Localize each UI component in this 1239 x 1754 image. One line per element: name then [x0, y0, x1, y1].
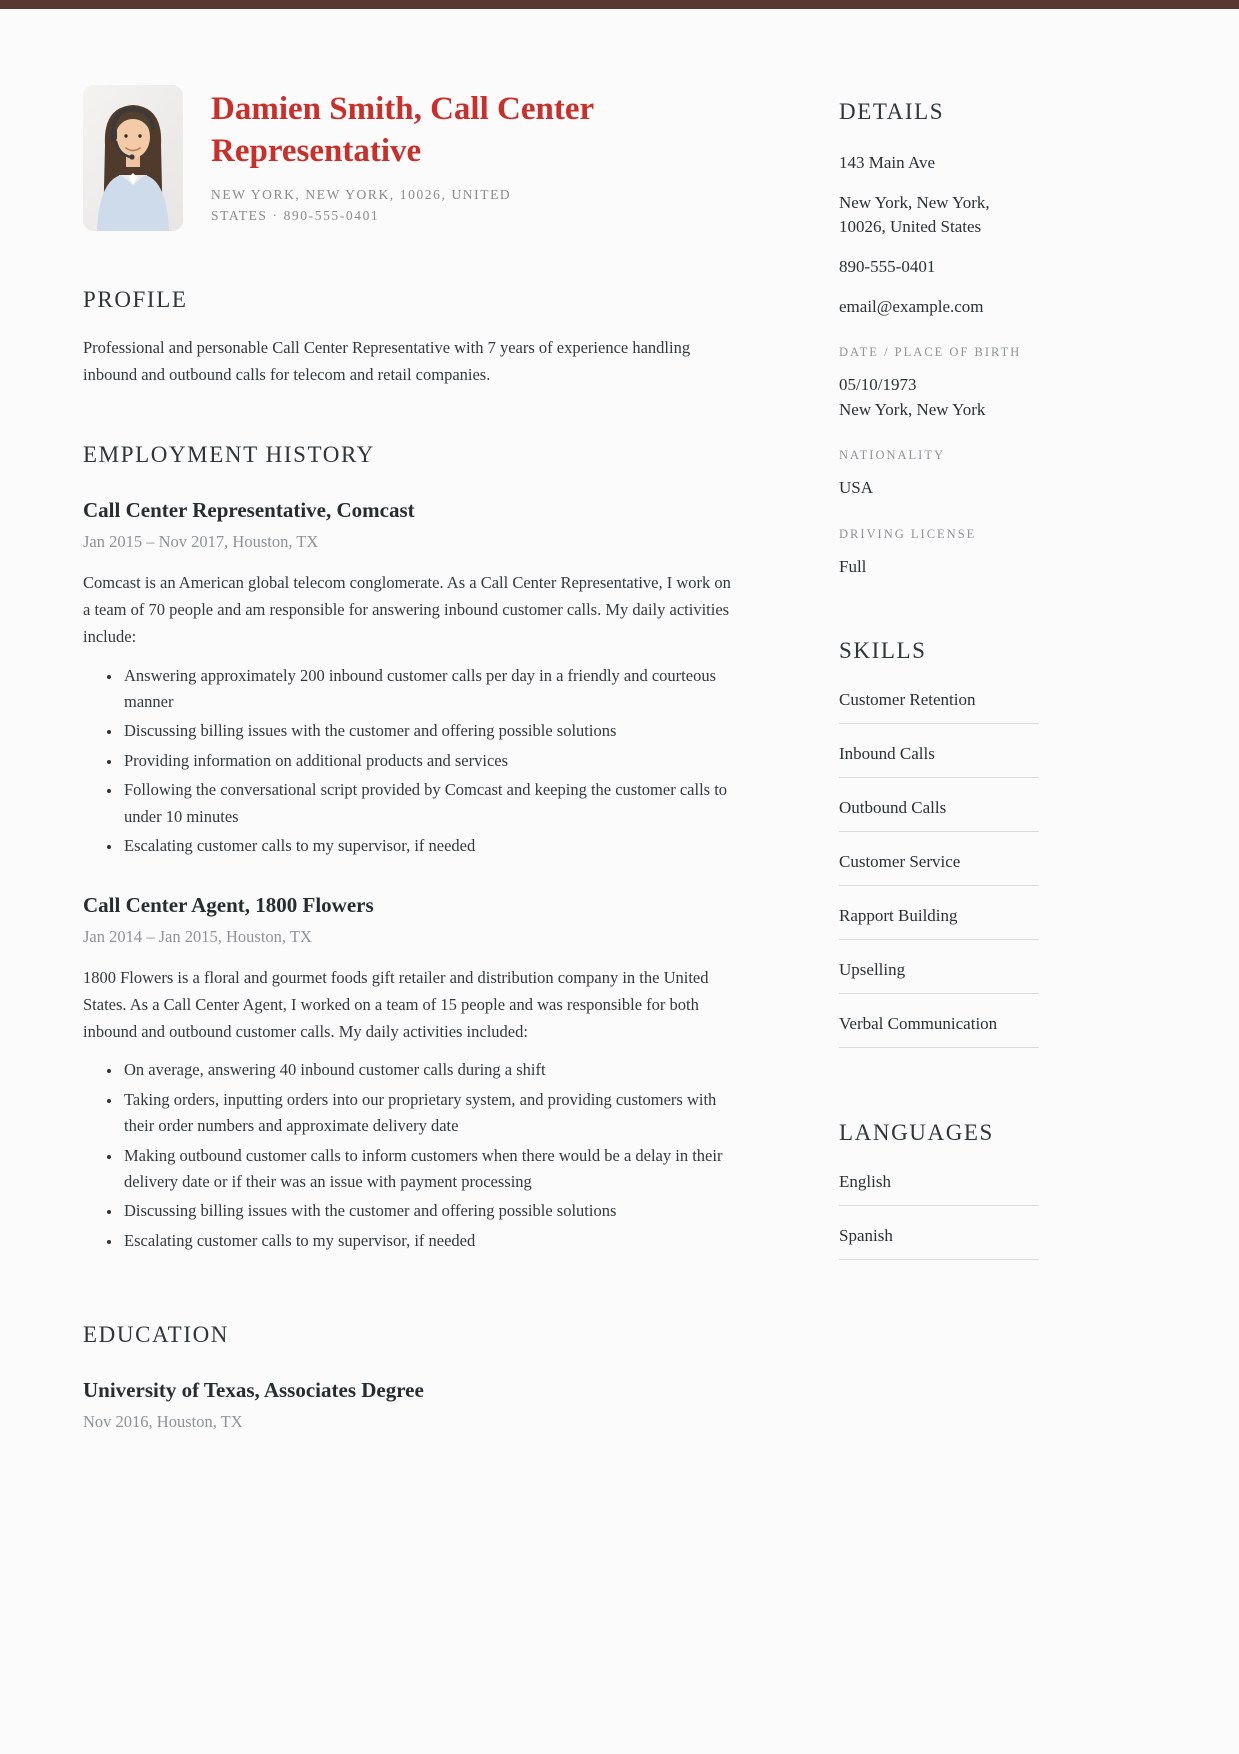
bullet-item: • Providing information on additional products and services — [122, 748, 740, 774]
skill-item: Inbound Calls — [839, 744, 1039, 778]
address-line-1: 143 Main Ave — [839, 153, 936, 172]
profile-section — [83, 287, 740, 388]
skills-list — [839, 690, 1039, 1048]
page-content — [0, 9, 1239, 1486]
driving-license-label: DRIVING LICENSE — [839, 527, 977, 542]
languages-list — [839, 1172, 1039, 1260]
birth-place: New York, New York — [839, 399, 986, 419]
nationality-label: NATIONALITY — [839, 448, 946, 463]
job-bullet-list — [83, 663, 740, 860]
details-heading: DETAILS — [839, 99, 945, 124]
job-bullet-list — [83, 1057, 740, 1254]
bullet-item: • Escalating customer calls to my supervisor, if needed — [122, 833, 740, 859]
languages-heading: LANGUAGES — [839, 1119, 994, 1145]
job-entry-comcast — [83, 498, 740, 859]
job-date-location: Jan 2015 – Nov 2017, Houston, TX — [83, 532, 319, 552]
birth-date: 05/10/1973 — [839, 375, 917, 395]
nationality-value: USA — [839, 478, 874, 498]
education-heading: EDUCATION — [83, 1322, 229, 1348]
skill-item: Upselling — [839, 960, 1039, 994]
employment-section — [83, 442, 740, 1254]
sidebar-column — [839, 85, 1039, 1486]
job-description: Comcast is an American global telecom conglomerate. As a Call Center Representative, I work on a team of 70 people and am responsible for answering inbound customer calls. My daily activities include: — [83, 573, 731, 646]
profile-photo — [83, 85, 183, 231]
address-line-2: New York, New York, 10026, United States — [839, 192, 990, 237]
job-entry-1800-flowers — [83, 893, 740, 1254]
profile-heading: PROFILE — [83, 287, 188, 312]
skill-item: Verbal Communication — [839, 1014, 1039, 1048]
language-item: English — [839, 1172, 1039, 1206]
bullet-item: • Discussing billing issues with the customer and offering possible solutions — [122, 718, 740, 744]
birth-label: DATE / PLACE OF BIRTH — [839, 345, 1022, 360]
bullet-item: • Taking orders, inputting orders into our proprietary system, and providing customers with their order numbers and approximate delivery date — [122, 1087, 740, 1140]
skill-item: Rapport Building — [839, 906, 1039, 940]
job-title: Call Center Representative, Comcast — [83, 498, 415, 523]
job-description: 1800 Flowers is a floral and gourmet foods gift retailer and distribution company in the United States. As a Call Center Agent, I worked on a team of 15 people and was responsible for both inbound and outbound customer calls. My daily activities included: — [83, 968, 709, 1041]
language-item: Spanish — [839, 1226, 1039, 1260]
education-degree: University of Texas, Associates Degree — [83, 1378, 424, 1403]
bullet-item: • On average, answering 40 inbound customer calls during a shift — [122, 1057, 740, 1083]
phone-number: 890-555-0401 — [839, 256, 936, 276]
bullet-item: • Escalating customer calls to my supervisor, if needed — [122, 1228, 740, 1254]
skill-item: Outbound Calls — [839, 798, 1039, 832]
header-text — [211, 85, 691, 231]
candidate-name-title: Damien Smith, Call Center Representative — [211, 91, 594, 169]
education-section — [83, 1322, 740, 1432]
employment-heading: EMPLOYMENT HISTORY — [83, 442, 375, 468]
profile-text: Professional and personable Call Center Representative with 7 years of experience handling inbound and outbound calls for telecom and retail companies. — [83, 338, 691, 384]
email-address[interactable]: email@example.com — [839, 296, 984, 316]
skills-section — [839, 638, 1039, 1048]
bullet-item: • Following the conversational script provided by Comcast and keeping the customer calls to under 10 minutes — [122, 777, 740, 830]
skill-item: Customer Retention — [839, 690, 1039, 724]
languages-section — [839, 1120, 1039, 1260]
driving-license-value: Full — [839, 557, 867, 577]
main-column — [83, 85, 740, 1486]
job-date-location: Jan 2014 – Jan 2015, Houston, TX — [83, 927, 312, 947]
bullet-item: • Answering approximately 200 inbound customer calls per day in a friendly and courteous manner — [122, 663, 740, 716]
education-date-location: Nov 2016, Houston, TX — [83, 1412, 243, 1432]
resume-header — [83, 85, 740, 231]
header-contact-line: NEW YORK, NEW YORK, 10026, UNITED STATES · 890-555-0401 — [211, 186, 512, 223]
bullet-item: • Making outbound customer calls to inform customers when there would be a delay in their delivery date or if their was an issue with payment processing — [122, 1143, 740, 1196]
bullet-item: • Discussing billing issues with the customer and offering possible solutions — [122, 1198, 740, 1224]
skills-heading: SKILLS — [839, 637, 927, 663]
details-section — [839, 99, 1039, 580]
top-accent-bar — [0, 0, 1239, 9]
skill-item: Customer Service — [839, 852, 1039, 886]
woman-with-headset-portrait-icon — [83, 85, 183, 231]
job-title: Call Center Agent, 1800 Flowers — [83, 893, 374, 918]
